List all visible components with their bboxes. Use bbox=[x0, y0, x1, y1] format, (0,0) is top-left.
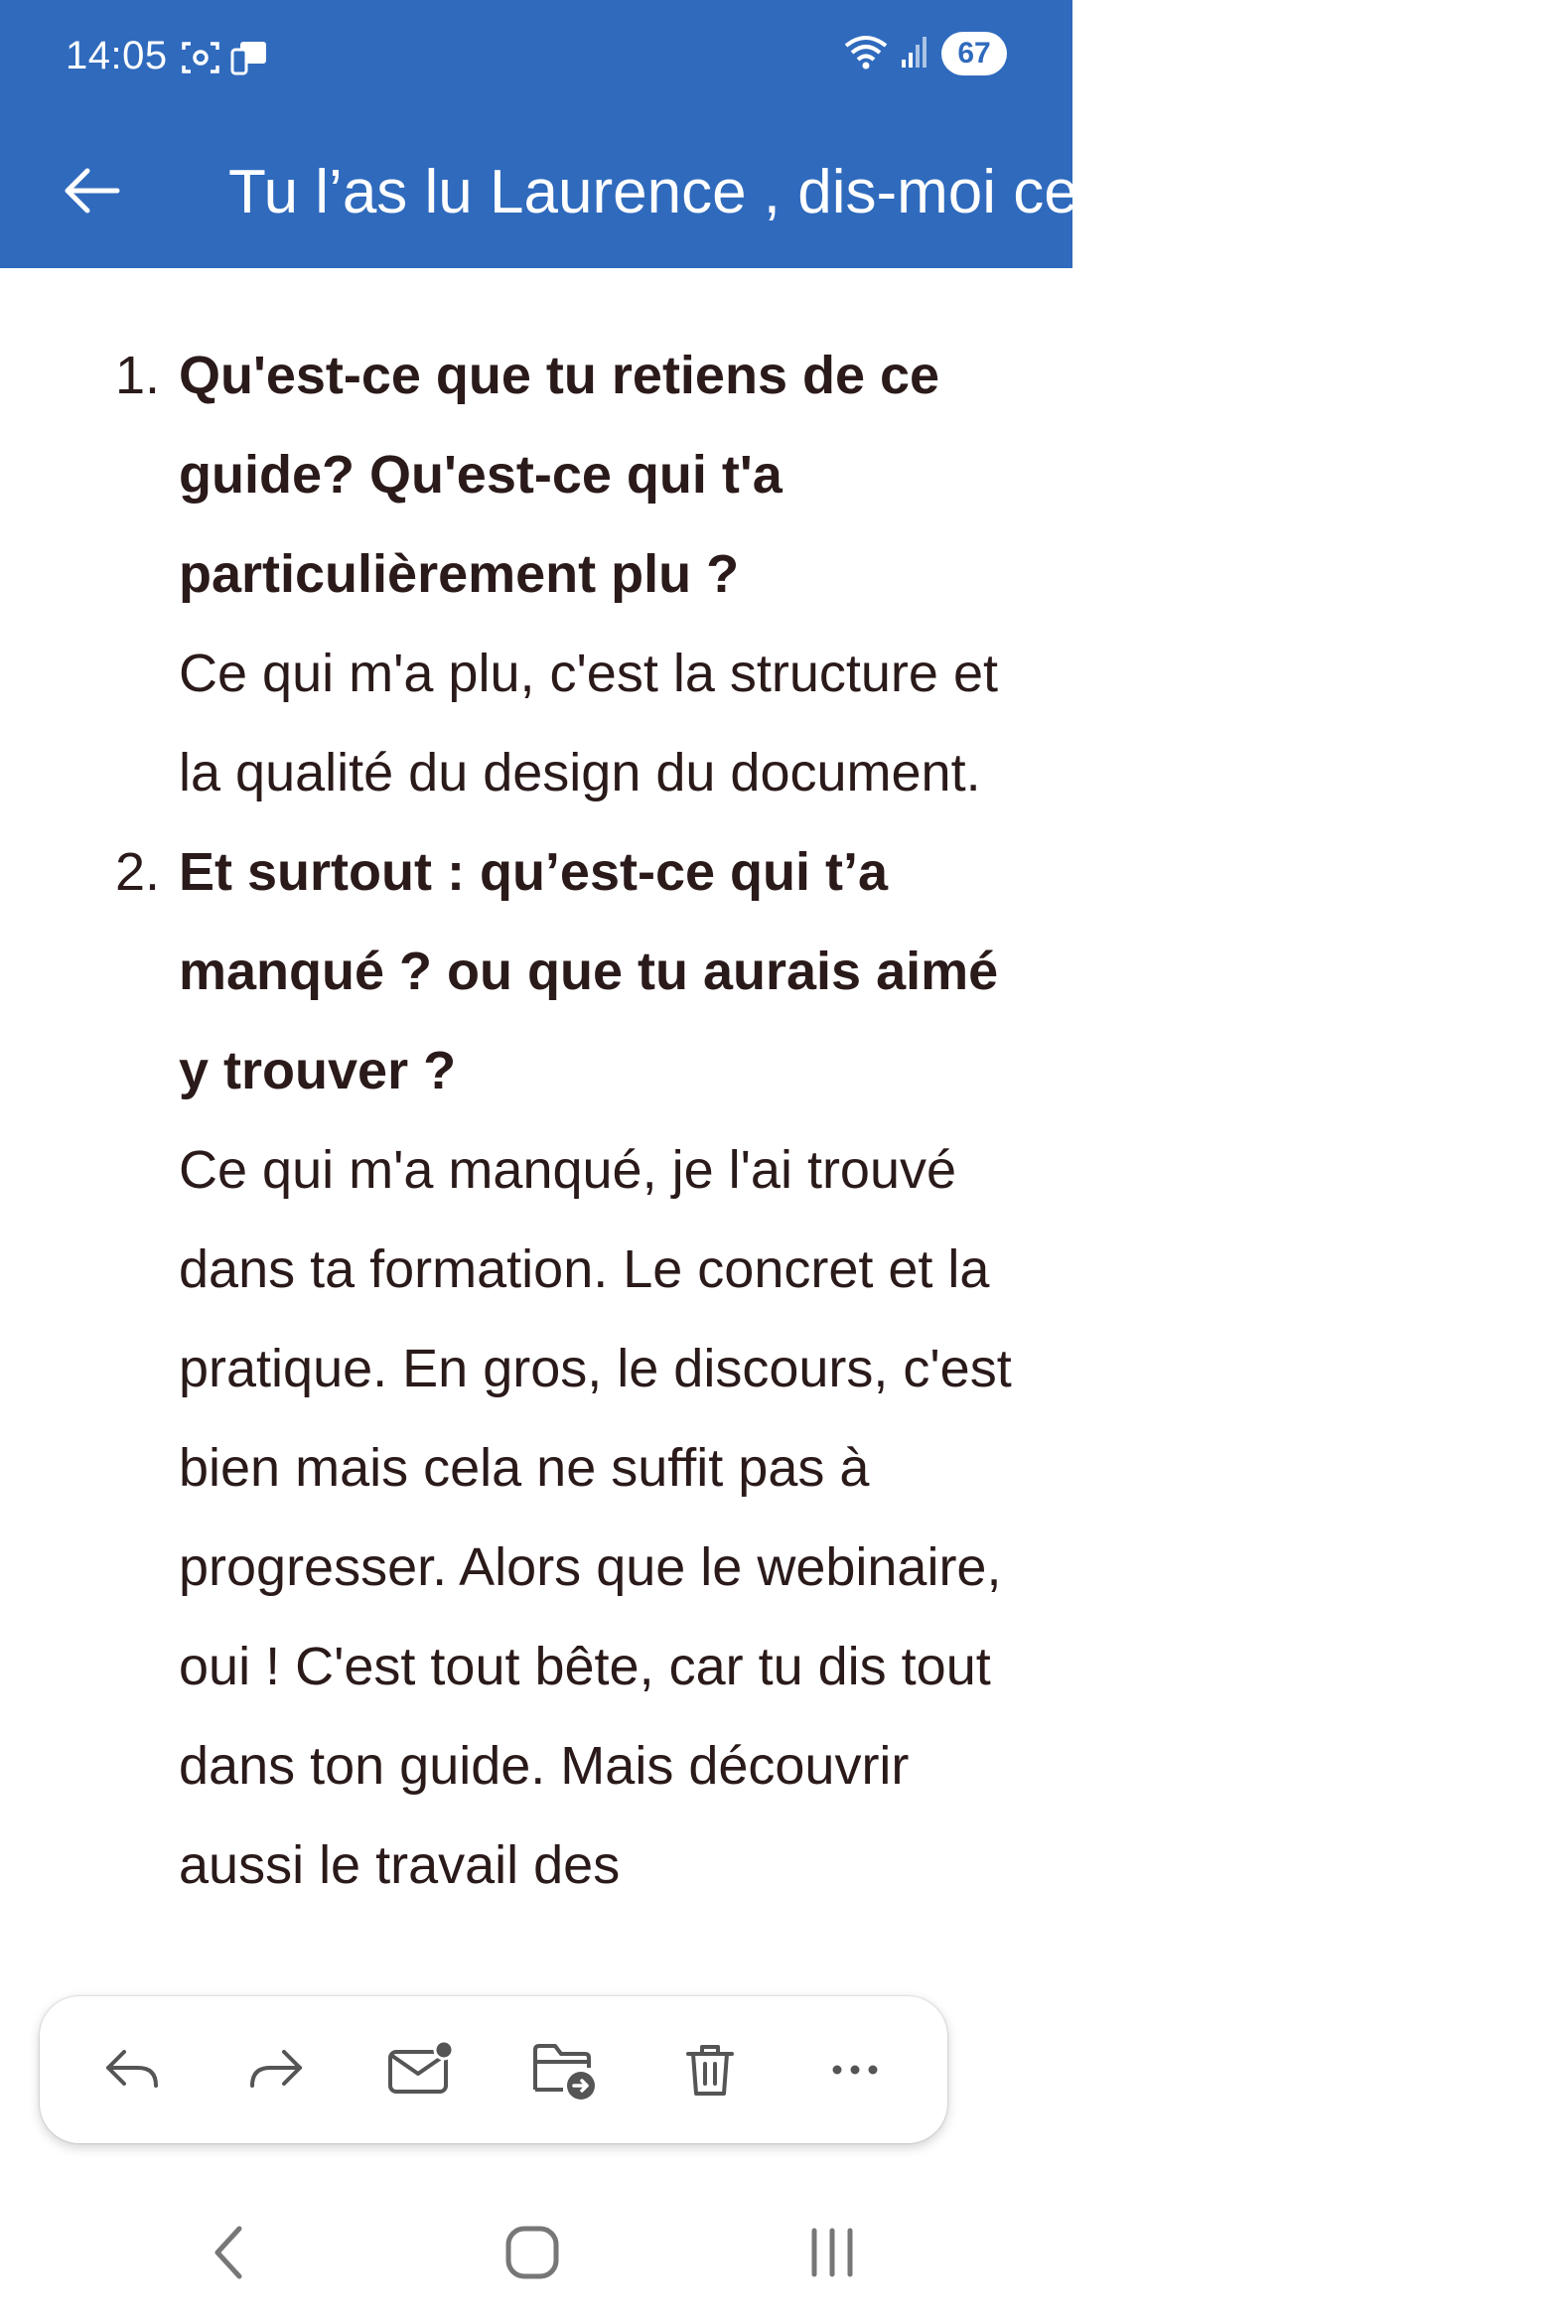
status-time: 14:05 bbox=[66, 34, 168, 77]
delete-icon bbox=[678, 2038, 742, 2102]
forward-button[interactable] bbox=[226, 2020, 326, 2119]
screenshot-icon bbox=[181, 40, 220, 80]
system-navigation-bar bbox=[0, 2181, 1072, 2324]
reply-button[interactable] bbox=[82, 2020, 182, 2119]
nav-home-button[interactable] bbox=[473, 2211, 592, 2294]
move-to-folder-icon bbox=[531, 2038, 601, 2102]
forward-icon bbox=[244, 2038, 308, 2102]
signal-icon bbox=[900, 34, 929, 74]
item-answer: Ce qui m'a plu, c'est la structure et la qualité du design du document. bbox=[179, 644, 998, 802]
item-question: Et surtout : qu’est-ce qui t’a manqué ? ou que tu aurais aimé y trouver ? bbox=[179, 842, 999, 1100]
app-bar bbox=[0, 117, 1568, 268]
top-bar bbox=[0, 0, 1568, 268]
delete-button[interactable] bbox=[660, 2020, 760, 2119]
more-options-button[interactable] bbox=[805, 2020, 905, 2119]
back-button[interactable] bbox=[48, 147, 135, 234]
nav-back-icon bbox=[206, 2223, 255, 2282]
device-icon bbox=[230, 40, 270, 80]
page-title: Tu l’as lu Laurence , dis-moi ce que tu en penses bbox=[228, 158, 1568, 226]
item-answer: Ce qui m'a manqué, je l'ai trouvé dans ta formation. Le concret et la pratique. En gros, le discours, c'est bien mais cela ne suffit pas à progresser. Alors que le webinaire, oui ! C'est tout bête, car tu dis tout dans ton guide. Mais découvrir aussi le travail des bbox=[179, 1140, 1012, 1895]
battery-indicator: 67 bbox=[941, 32, 1007, 75]
question-list bbox=[109, 326, 1033, 1915]
nav-recents-icon bbox=[802, 2223, 862, 2282]
back-arrow-icon bbox=[60, 159, 123, 222]
mark-unread-button[interactable] bbox=[371, 2020, 471, 2119]
wifi-icon bbox=[844, 34, 888, 74]
message-action-toolbar bbox=[40, 1996, 947, 2143]
more-icon bbox=[823, 2038, 887, 2102]
item-question: Qu'est-ce que tu retiens de ce guide? Qu'est-ce qui t'a particulièrement plu ? bbox=[179, 346, 940, 604]
list-item bbox=[109, 822, 1033, 1915]
reply-icon bbox=[100, 2038, 164, 2102]
nav-back-button[interactable] bbox=[171, 2211, 290, 2294]
item-number: 1. bbox=[115, 346, 161, 405]
message-body[interactable] bbox=[0, 268, 1072, 2155]
list-item bbox=[109, 326, 1033, 822]
item-number: 2. bbox=[115, 842, 161, 902]
status-bar bbox=[0, 0, 1072, 117]
mark-unread-icon bbox=[386, 2038, 456, 2102]
nav-recents-button[interactable] bbox=[773, 2211, 892, 2294]
move-to-folder-button[interactable] bbox=[516, 2020, 616, 2119]
nav-home-icon bbox=[502, 2223, 562, 2282]
